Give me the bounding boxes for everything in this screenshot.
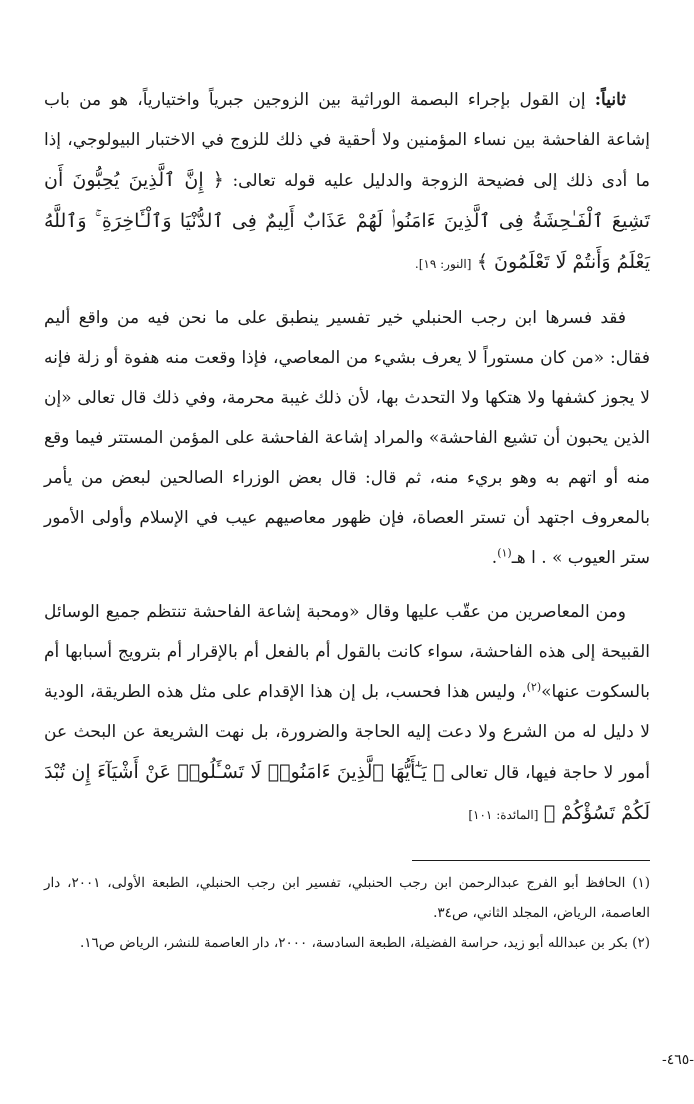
footnote-1: (١) الحافظ أبو الفرج عبدالرحمن ابن رجب الحنبلي، تفسير ابن رجب الحنبلي، الطبعة الأولى، ٢٠٠١، دار العاصمة، الرياض، المجلد الثاني، ص٣٤. bbox=[44, 875, 651, 921]
verse-reference: [المائدة: ١٠١] bbox=[468, 808, 539, 822]
quran-verse: ﴿ إِنَّ ٱلَّذِينَ يُحِبُّونَ أَن تَشِيعَ ٱلْفَـٰحِشَةُ فِى ٱلَّذِينَ ءَامَنُوا۟ لَهُمْ عَذَابٌ أَلِيمٌ فِى ٱلدُّنْيَا وَٱلْـَٔاخِرَةِ ۚ وَٱللَّهُ يَعْلَمُ وَأَنتُمْ لَا تَعْلَمُونَ ﴾ bbox=[44, 169, 650, 273]
footnote-marker: (١) bbox=[497, 546, 512, 560]
quran-verse: ﴿ يَـٰٓأَيُّهَا ٱلَّذِينَ ءَامَنُوا۟ لَا تَسْـَٔلُوا۟ عَنْ أَشْيَآءَ إِن تُبْدَ لَكُمْ تَسُؤْكُمْ ﴾ bbox=[44, 761, 650, 824]
paragraph-lead: ثانياً: bbox=[594, 90, 626, 110]
paragraph-text: ومن المعاصرين من عقّب عليها وقال «ومحبة إشاعة الفاحشة تنتظم جميع الوسائل القبيحة إلى هذه الفاحشة، سواء كانت بالقول أم بالفعل أم بالإقرار أم بترويج أسبابها أم بالسكوت عنها» bbox=[44, 602, 650, 702]
paragraph-text: إن القول بإجراء البصمة الوراثية بين الزوجين جبرياً واختيارياً، هو من باب إشاعة الفاحشة بين نساء المؤمنين ولا أحقية في ذلك للزوج في الاختبار البيولوجي، إذا ما أدى ذلك إلى فضيحة الزوجة والدليل عليه قوله تعالى: bbox=[44, 90, 650, 191]
paragraph-text: فقد فسرها ابن رجب الحنبلي خير تفسير ينطبق على ما نحن فيه من واقع أليم فقال: «من كان مستوراً لا يعرف بشيء من المعاصي، فإذا وقعت منه هفوة أو زلة فإنه لا يجوز كشفها ولا هتكها ولا التحدث بها، لأن ذلك غيبة محرمة، وفي ذلك قال تعالى «إن الذين يحبون أن تشيع الفاحشة» والمراد إشاعة الفاحشة على المؤمن المستتر فيما وقع منه أو اتهم به وهو بريء منه، ثم قال: قال بعض الوزراء الصالحين لبعض من يأمر بالمعروف اجتهد أن تستر العصاة، فإن ظهور معاصيهم عيب في الإسلام وأولى الأمور ستر العيوب » . ا هـ bbox=[44, 308, 650, 568]
paragraph-text-continued: ، وليس هذا فحسب، بل إن هذا الإقدام على مثل هذه الطريقة، الودية لا دليل له من الشرع ولا دعت إليه الحاجة والضرورة، بل نهت الشريعة عن البحث عن أمور لا حاجة فيها، قال تعالى bbox=[44, 682, 650, 783]
paragraph-1 bbox=[44, 80, 650, 284]
paragraph-2 bbox=[44, 298, 650, 578]
footnote-2: (٢) بكر بن عبدالله أبو زيد، حراسة الفضيلة، الطبعة السادسة، ٢٠٠٠، دار العاصمة للنشر، الرياض ص١٦. bbox=[79, 935, 650, 951]
footnote-divider bbox=[412, 860, 650, 861]
footnotes bbox=[44, 868, 650, 958]
footnote-marker: (٢) bbox=[526, 680, 542, 694]
verse-reference: [النور: ١٩]. bbox=[414, 257, 472, 271]
paragraph-end: . bbox=[491, 548, 498, 568]
paragraph-3 bbox=[44, 592, 650, 835]
page-number: -٤٦٥- bbox=[661, 1052, 694, 1068]
